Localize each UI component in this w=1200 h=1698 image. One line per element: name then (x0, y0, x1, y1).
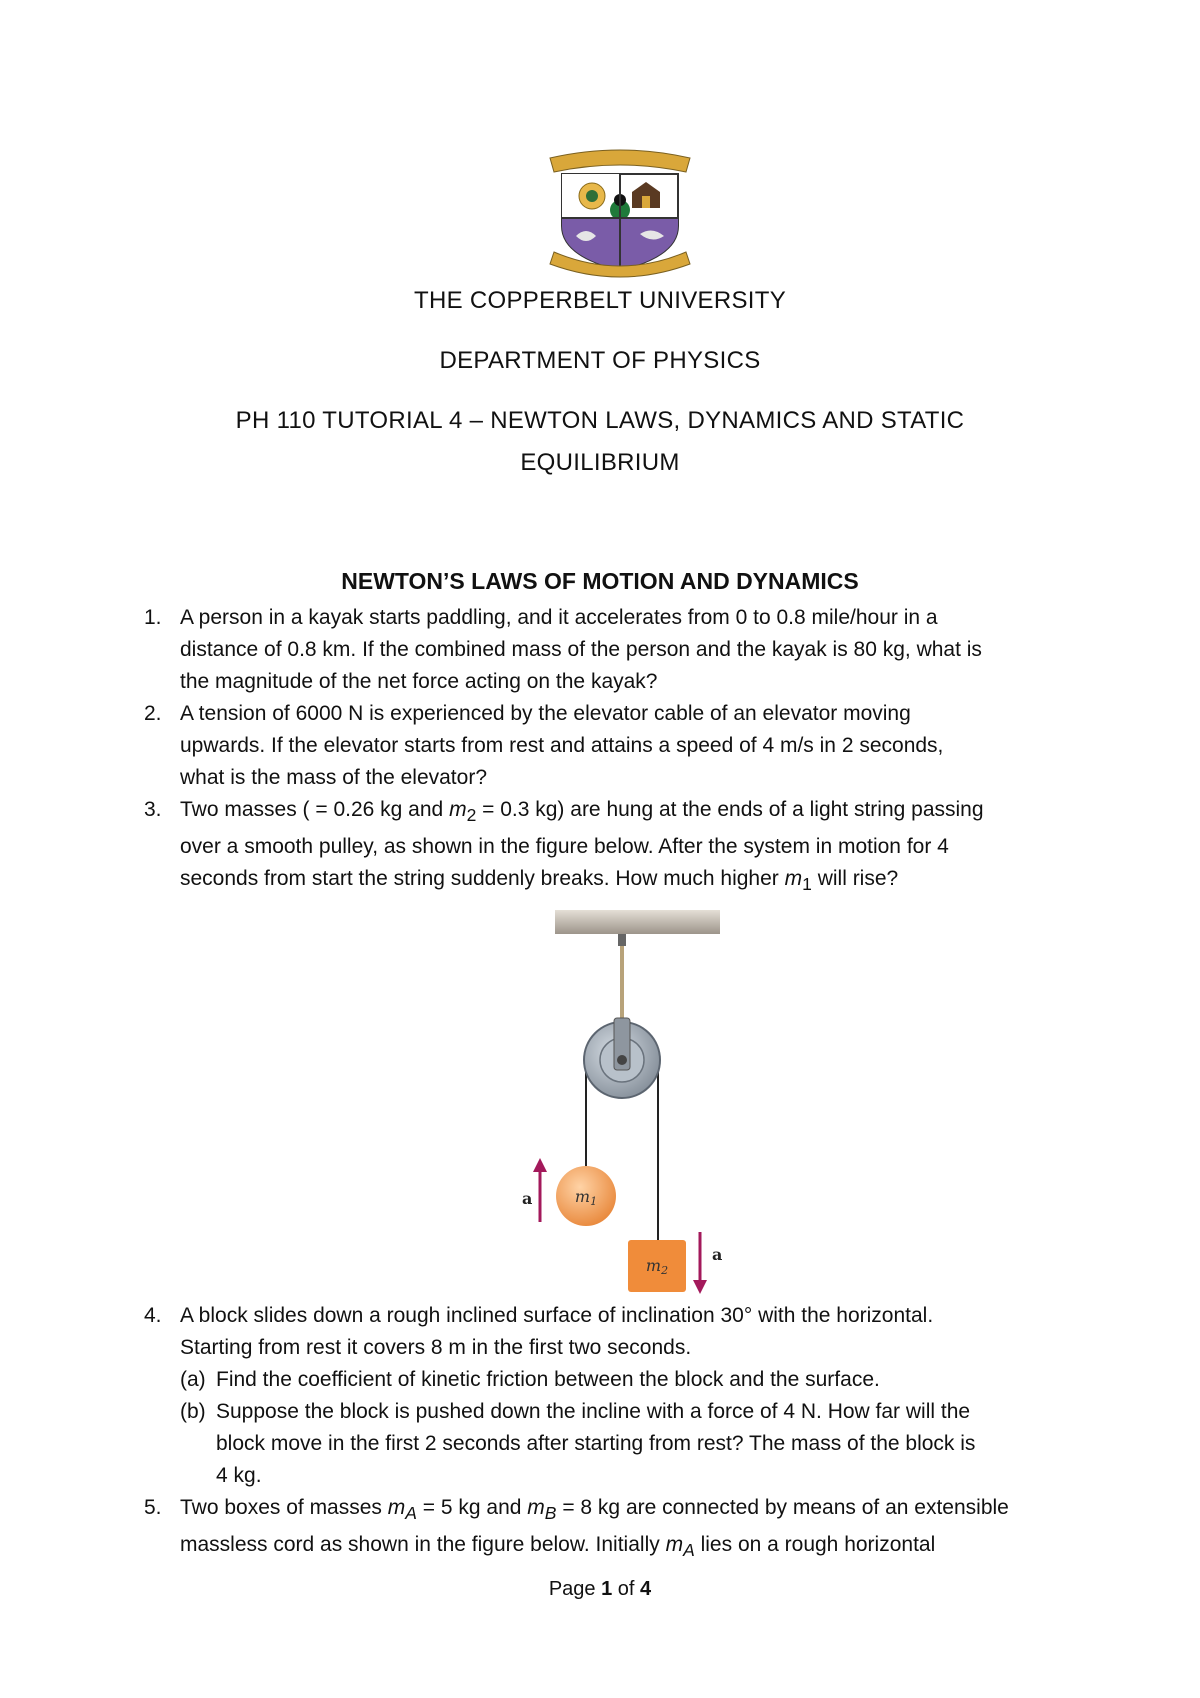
tutorial-title-line2: EQUILIBRIUM (520, 449, 680, 476)
question-number: 5. (144, 1496, 162, 1519)
question-line: seconds from start the string suddenly breaks. How much higher $m_1$ will rise? (180, 867, 899, 895)
question-line: Two boxes of masses $m_A = 5$ kg and $m_B = 8$ kg are connected by means of an extensible (180, 1496, 1009, 1524)
question-4a (180, 1364, 1062, 1396)
arrow-up-label: a (522, 1189, 533, 1208)
footer-middle: of (612, 1578, 641, 1600)
subquestion-label: (a) (180, 1368, 206, 1391)
question-line: massless cord as shown in the figure below. Initially $m_A$ lies on a rough horizontal (180, 1533, 936, 1561)
question-number: 2. (144, 702, 162, 725)
question-3 (144, 794, 1062, 900)
arrow-down-head (693, 1280, 707, 1294)
question-line: A block slides down a rough inclined surface of inclination 30° with the horizontal. (180, 1304, 934, 1327)
ceiling (555, 910, 720, 934)
university-name: THE COPPERBELT UNIVERSITY (413, 287, 787, 314)
footer-prefix: Page (548, 1578, 602, 1600)
question-number: 1. (144, 606, 162, 629)
department-name: DEPARTMENT OF PHYSICS (439, 347, 761, 374)
question-5 (144, 1492, 1062, 1566)
mass-m2-label: m2 (645, 1256, 669, 1277)
question-line: the magnitude of the net force acting on the kayak? (180, 670, 658, 693)
mass-m1-label: m1 (574, 1187, 598, 1208)
question-line: upwards. If the elevator starts from rest and attains a speed of 4 m/s in 2 seconds, (180, 734, 944, 757)
arrow-down-label: a (712, 1245, 723, 1264)
question-number: 3. (144, 798, 162, 821)
subquestion-label: (b) (180, 1400, 206, 1423)
question-line: Starting from rest it covers 8 m in the first two seconds. (180, 1336, 692, 1359)
question-line: what is the mass of the elevator? (180, 766, 487, 789)
subquestion-line: 4 kg. (216, 1464, 262, 1487)
question-2 (144, 698, 1062, 794)
question-4 (144, 1300, 1062, 1364)
question-line: over a smooth pulley, as shown in the figure below. After the system in motion for 4 (180, 835, 949, 859)
footer-total-pages: 4 (640, 1578, 652, 1600)
question-4b (180, 1396, 1062, 1492)
tutorial-title-line1: PH 110 TUTORIAL 4 – NEWTON LAWS, DYNAMICS AND STATIC (235, 407, 965, 434)
section-heading: NEWTON’S LAWS OF MOTION AND DYNAMICS (341, 568, 859, 594)
question-1 (144, 602, 1062, 698)
ceiling-hook (618, 934, 626, 946)
question-line: distance of 0.8 km. If the combined mass of the person and the kayak is 80 kg, what is (180, 638, 982, 661)
subquestion-line: block move in the first 2 seconds after starting from rest? The mass of the block is (216, 1432, 976, 1455)
university-crest-logo (540, 148, 700, 278)
question-line: A person in a kayak starts paddling, and it accelerates from 0 to 0.8 mile/hour in a (180, 606, 938, 629)
question-line: Two masses ( = 0.26 kg and $m_2 = 0.3$ kg) are hung at the ends of a light string passing (180, 798, 984, 826)
question-number: 4. (144, 1304, 162, 1327)
subquestion-line: Find the coefficient of kinetic friction between the block and the surface. (216, 1368, 880, 1391)
pulley-axle (617, 1055, 627, 1065)
footer-page-number: 1 (601, 1578, 613, 1600)
question-line: A tension of 6000 N is experienced by the elevator cable of an elevator moving (180, 702, 911, 725)
subquestion-line: Suppose the block is pushed down the incline with a force of 4 N. How far will the (216, 1400, 971, 1423)
pulley-diagram (500, 900, 740, 1295)
arrow-up-head (533, 1158, 547, 1172)
page-footer (0, 1578, 1200, 1601)
